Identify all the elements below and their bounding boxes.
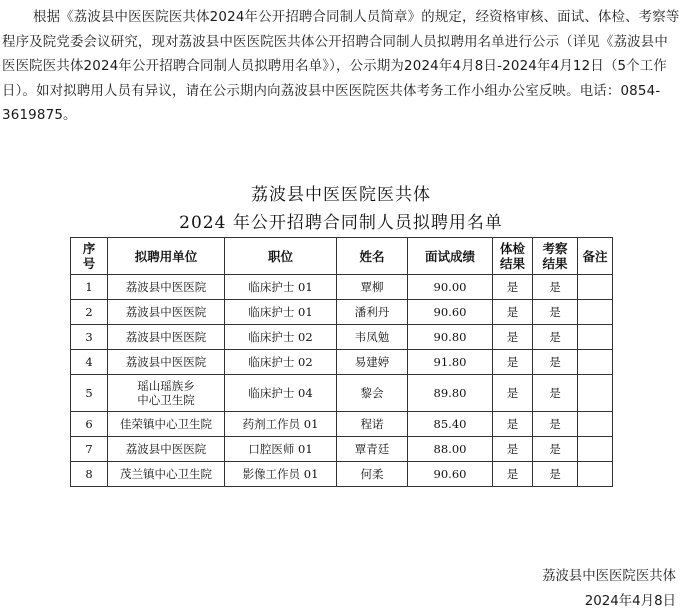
cell-review: 是 bbox=[533, 375, 578, 412]
cell-seq: 6 bbox=[71, 412, 108, 437]
cell-name: 黎会 bbox=[337, 375, 408, 412]
cell-name: 潘利丹 bbox=[337, 300, 408, 325]
cell-review: 是 bbox=[533, 412, 578, 437]
cell-name: 韦凤勉 bbox=[337, 325, 408, 350]
cell-score: 85.40 bbox=[408, 412, 493, 437]
document-title: 荔波县中医医院医共体 bbox=[251, 185, 431, 205]
cell-remark bbox=[578, 412, 613, 437]
cell-position: 影像工作员 01 bbox=[225, 462, 337, 487]
cell-remark bbox=[578, 300, 613, 325]
notice-paragraph: 根据《荔波县中医医院医共体2024年公开招聘合同制人员简章》的规定，经资格审核、面试、体检、考察等程序及院党委会议研究，现对荔波县中医医院医共体公开招聘合同制人员拟聘用名单进行公示（详见《荔波县中医医院医共体2024年公开招聘合同制人员拟聘用名单》），公示期为2024年4月8日-2024年4月12日（5个工作日）。如对拟聘用人员有异议，请在公示期内向荔波县中医医院医共体考务工作小组办公室反映。电话：0854-3619875。 bbox=[2, 10, 680, 124]
hiring-roster-table bbox=[70, 237, 613, 487]
cell-name: 覃柳 bbox=[337, 275, 408, 300]
cell-score: 88.00 bbox=[408, 437, 493, 462]
header-exam: 体检结果 bbox=[493, 238, 533, 275]
cell-unit: 荔波县中医医院 bbox=[108, 275, 225, 300]
cell-position: 临床护士 04 bbox=[225, 375, 337, 412]
cell-position: 临床护士 01 bbox=[225, 300, 337, 325]
cell-unit: 佳荣镇中心卫生院 bbox=[108, 412, 225, 437]
cell-exam: 是 bbox=[493, 325, 533, 350]
header-remark: 备注 bbox=[578, 238, 613, 275]
cell-seq: 7 bbox=[71, 437, 108, 462]
cell-score: 90.00 bbox=[408, 275, 493, 300]
cell-review: 是 bbox=[533, 275, 578, 300]
cell-remark bbox=[578, 462, 613, 487]
header-seq: 序号 bbox=[71, 238, 108, 275]
table-row bbox=[71, 325, 613, 350]
cell-position: 口腔医师 01 bbox=[225, 437, 337, 462]
cell-unit: 荔波县中医医院 bbox=[108, 437, 225, 462]
cell-unit: 茂兰镇中心卫生院 bbox=[108, 462, 225, 487]
cell-remark bbox=[578, 437, 613, 462]
cell-exam: 是 bbox=[493, 462, 533, 487]
cell-exam: 是 bbox=[493, 350, 533, 375]
cell-remark bbox=[578, 375, 613, 412]
cell-score: 91.80 bbox=[408, 350, 493, 375]
signature-org: 荔波县中医医院医共体 bbox=[542, 569, 676, 584]
header-unit: 拟聘用单位 bbox=[108, 238, 225, 275]
document-subtitle: 2024 年公开招聘合同制人员拟聘用名单 bbox=[179, 213, 503, 233]
cell-position: 临床护士 02 bbox=[225, 325, 337, 350]
cell-exam: 是 bbox=[493, 437, 533, 462]
cell-exam: 是 bbox=[493, 300, 533, 325]
header-score: 面试成绩 bbox=[408, 238, 493, 275]
cell-seq: 4 bbox=[71, 350, 108, 375]
cell-review: 是 bbox=[533, 462, 578, 487]
cell-position: 临床护士 02 bbox=[225, 350, 337, 375]
cell-position: 药剂工作员 01 bbox=[225, 412, 337, 437]
cell-unit: 荔波县中医医院 bbox=[108, 325, 225, 350]
table-row bbox=[71, 375, 613, 412]
cell-position: 临床护士 01 bbox=[225, 275, 337, 300]
header-position: 职位 bbox=[225, 238, 337, 275]
cell-name: 程诺 bbox=[337, 412, 408, 437]
cell-seq: 1 bbox=[71, 275, 108, 300]
cell-score: 89.80 bbox=[408, 375, 493, 412]
cell-remark bbox=[578, 275, 613, 300]
cell-name: 易建婷 bbox=[337, 350, 408, 375]
header-name: 姓名 bbox=[337, 238, 408, 275]
cell-name: 覃青廷 bbox=[337, 437, 408, 462]
cell-remark bbox=[578, 350, 613, 375]
table-row bbox=[71, 300, 613, 325]
table-row bbox=[71, 275, 613, 300]
table-row bbox=[71, 437, 613, 462]
cell-name: 何柔 bbox=[337, 462, 408, 487]
cell-unit: 瑶山瑶族乡 中心卫生院 bbox=[108, 375, 225, 412]
table-row bbox=[71, 412, 613, 437]
cell-seq: 3 bbox=[71, 325, 108, 350]
table-row bbox=[71, 462, 613, 487]
table-header-row bbox=[71, 238, 613, 275]
cell-review: 是 bbox=[533, 437, 578, 462]
cell-seq: 2 bbox=[71, 300, 108, 325]
cell-exam: 是 bbox=[493, 375, 533, 412]
table-row bbox=[71, 350, 613, 375]
cell-review: 是 bbox=[533, 300, 578, 325]
signature-date: 2024年4月8日 bbox=[584, 594, 676, 609]
cell-unit: 荔波县中医医院 bbox=[108, 350, 225, 375]
cell-unit: 荔波县中医医院 bbox=[108, 300, 225, 325]
cell-exam: 是 bbox=[493, 275, 533, 300]
header-review: 考察结果 bbox=[533, 238, 578, 275]
cell-score: 90.80 bbox=[408, 325, 493, 350]
cell-remark bbox=[578, 325, 613, 350]
cell-score: 90.60 bbox=[408, 300, 493, 325]
cell-exam: 是 bbox=[493, 412, 533, 437]
cell-seq: 8 bbox=[71, 462, 108, 487]
cell-review: 是 bbox=[533, 325, 578, 350]
cell-seq: 5 bbox=[71, 375, 108, 412]
cell-score: 90.60 bbox=[408, 462, 493, 487]
cell-review: 是 bbox=[533, 350, 578, 375]
